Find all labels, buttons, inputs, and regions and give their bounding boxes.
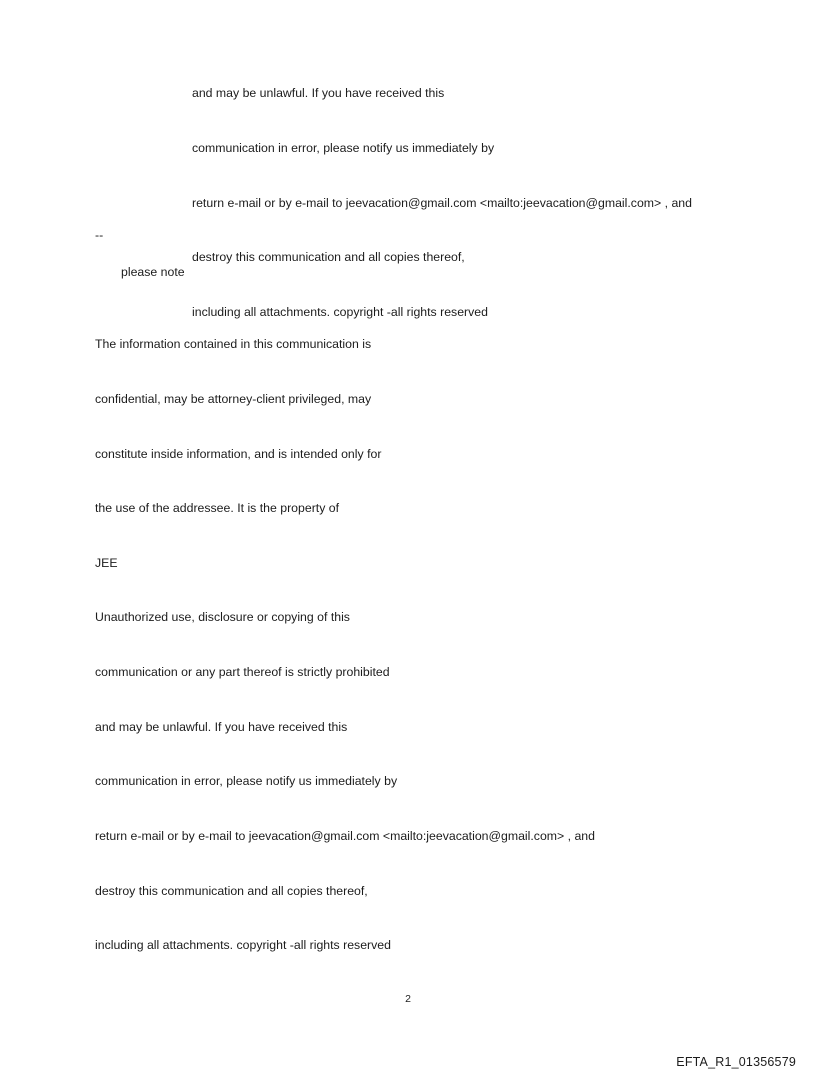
main-disclaimer-line: the use of the addressee. It is the property of xyxy=(95,501,340,516)
main-disclaimer-block xyxy=(95,299,755,991)
top-disclaimer-line: including all attachments. copyright -all rights reserved xyxy=(192,304,488,319)
bates-number: EFTA_R1_01356579 xyxy=(676,1055,796,1069)
top-disclaimer-line: and may be unlawful. If you have received this xyxy=(192,86,445,101)
main-disclaimer-line: return e-mail or by e-mail to jeevacation@gmail.com <mailto:jeevacation@gmail.com> , and xyxy=(95,828,595,843)
please-note-heading: please note xyxy=(121,265,185,279)
top-disclaimer-line: return e-mail or by e-mail to jeevacation@gmail.com <mailto:jeevacation@gmail.com> , and xyxy=(192,195,692,210)
main-disclaimer-line: communication or any part thereof is strictly prohibited xyxy=(95,665,390,680)
main-disclaimer-line: confidential, may be attorney-client privileged, may xyxy=(95,392,372,407)
main-disclaimer-line: constitute inside information, and is intended only for xyxy=(95,446,382,461)
main-disclaimer-line: including all attachments. copyright -all rights reserved xyxy=(95,938,391,953)
page-number: 2 xyxy=(405,993,411,1005)
main-disclaimer-line: The information contained in this communication is xyxy=(95,337,372,352)
main-disclaimer-line: JEE xyxy=(95,555,118,570)
main-disclaimer-line: communication in error, please notify us immediately by xyxy=(95,774,398,789)
top-disclaimer-line: destroy this communication and all copies thereof, xyxy=(192,250,465,265)
signature-separator: -- xyxy=(95,228,104,242)
top-disclaimer-line: communication in error, please notify us immediately by xyxy=(192,141,495,156)
main-disclaimer-line: and may be unlawful. If you have received this xyxy=(95,719,348,734)
main-disclaimer-line: destroy this communication and all copies thereof, xyxy=(95,883,368,898)
main-disclaimer-line: Unauthorized use, disclosure or copying of this xyxy=(95,610,350,625)
